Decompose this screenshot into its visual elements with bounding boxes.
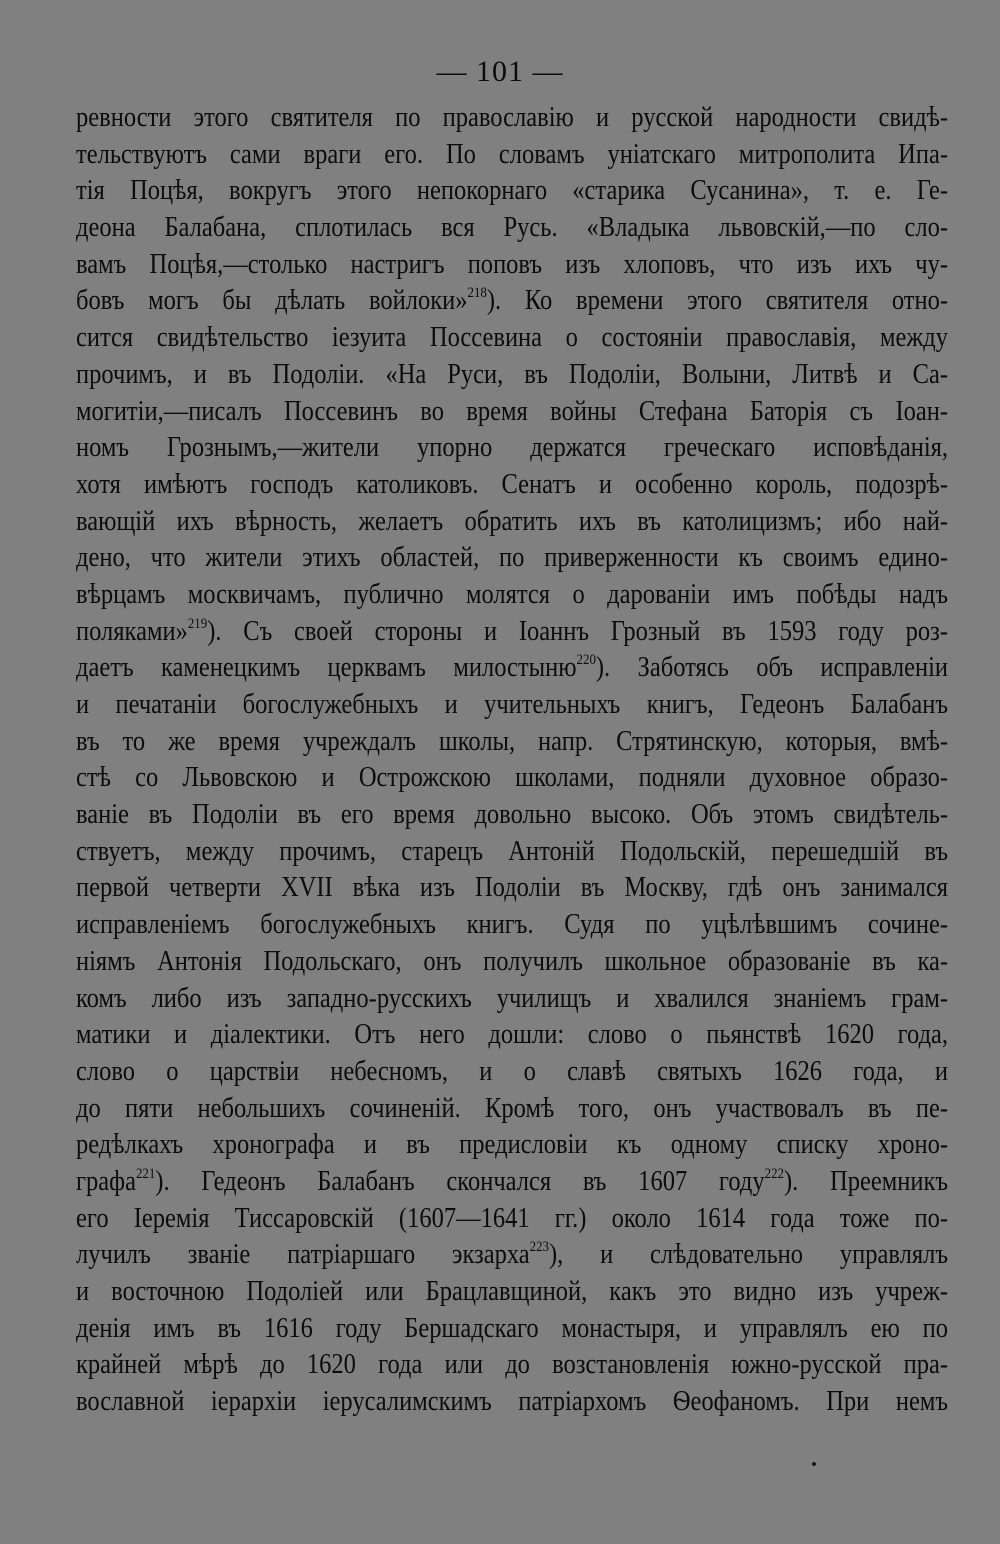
line-text: первой четверти XVII вѣка изъ Подоліи въ Москву, гдѣ онъ занимался (76, 872, 949, 904)
line-text: тельствуютъ сами враги его. По словамъ уніатскаго митрополита Ипа- (76, 138, 949, 170)
text-line (76, 1127, 948, 1164)
text-line (76, 834, 948, 871)
text-line (76, 577, 948, 614)
line-text: поляками» (76, 615, 188, 647)
text-line (76, 724, 948, 761)
text-line (76, 1274, 948, 1311)
text-line (76, 1347, 948, 1384)
line-text-continued: ). Заботясь объ исправленіи (595, 652, 949, 684)
text-line (76, 614, 948, 651)
line-text: деона Балабана, сплотилась вся Русь. «Владыка львовскій,—по сло- (76, 212, 949, 244)
line-text-continued: ), и слѣдовательно управлялъ (549, 1239, 949, 1271)
line-text: его Іеремія Тиссаровскій (1607—1641 гг.) около 1614 года тоже по- (76, 1202, 949, 1234)
text-line (76, 650, 948, 687)
line-text: ніямъ Антонія Подольскаго, онъ получилъ школьное образованіе въ ка- (76, 945, 949, 977)
line-text: редѣлкахъ хронографа и въ предисловіи къ одному списку хроно- (76, 1129, 949, 1161)
footnote-ref: 223 (529, 1239, 549, 1256)
text-line (76, 357, 948, 394)
line-text: лучилъ званіе патріаршаго экзарха (76, 1239, 530, 1271)
line-text: и восточною Подоліей или Брацлавщиной, какъ это видно изъ учреж- (76, 1276, 949, 1307)
line-text: матики и діалектики. Отъ него дошли: слово о пьянствѣ 1620 года, (76, 1019, 949, 1051)
text-line (76, 687, 948, 724)
line-text: и печатаніи богослужебныхъ и учительныхъ книгъ, Гедеонъ Балабанъ (76, 689, 949, 720)
text-line (76, 1054, 948, 1091)
text-line (76, 870, 948, 907)
line-text: до пяти небольшихъ сочиненій. Кромѣ того, онъ участвовалъ въ пе- (76, 1092, 949, 1124)
text-line (76, 1311, 948, 1348)
text-line (76, 797, 948, 834)
line-text: стѣ со Львовскою и Острожскою школами, подняли духовное образо- (76, 762, 949, 794)
line-text: прочимъ, и въ Подоліи. «На Руси, въ Подоліи, Волыни, Литвѣ и Са- (76, 358, 949, 390)
text-line (76, 100, 948, 137)
text-line (76, 467, 948, 504)
line-text: комъ либо изъ западно-русскихъ училищъ и хвалился знаніемъ грам- (76, 982, 949, 1014)
line-text: сится свидѣтельство іезуита Поссевина о состояніи православія, между (76, 322, 949, 354)
line-text: вославной іерархіи іерусалимскимъ патріархомъ Ѳеофаномъ. При немъ (76, 1386, 949, 1418)
text-line (76, 137, 948, 174)
text-line (76, 320, 948, 357)
footnote-ref: 221 (135, 1165, 156, 1182)
line-text: вамъ Поцѣя,—столько настригъ поповъ изъ хлоповъ, что изъ ихъ чу- (76, 248, 949, 280)
line-text: тія Поцѣя, вокругъ этого непокорнаго «старика Сусанина», т. е. Ге- (76, 175, 949, 207)
line-text-continued: ). Преемникъ (783, 1165, 949, 1197)
text-line (76, 504, 948, 541)
line-text: ствуетъ, между прочимъ, старецъ Антоній Подольскій, перешедшій въ (76, 835, 949, 867)
body-text (76, 100, 948, 1421)
print-speck (812, 1462, 816, 1466)
line-text: даетъ каменецкимъ церквамъ милостыню (76, 652, 577, 684)
text-line (76, 1384, 948, 1421)
line-text: вѣрцамъ москвичамъ, публично молятся о дарованіи имъ побѣды надъ (76, 578, 949, 610)
text-line (76, 1164, 948, 1201)
line-text: дено, что жители этихъ областей, по приверженности къ своимъ едино- (76, 542, 949, 574)
line-text: исправленіемъ богослужебныхъ книгъ. Судя по уцѣлѣвшимъ сочине- (76, 909, 949, 941)
line-text-continued: ). Ко времени этого святителя отно- (486, 285, 949, 317)
text-line (76, 173, 948, 210)
line-text: въ то же время учреждалъ школы, напр. Стрятинскую, которыя, вмѣ- (76, 725, 949, 757)
line-text: крайней мѣрѣ до 1620 года или до возстановленія южно-русской пра- (76, 1349, 949, 1381)
text-line (76, 981, 948, 1018)
page-number: — 101 — (436, 55, 564, 88)
line-text: бовъ могъ бы дѣлать войлоки» (76, 285, 468, 317)
text-line (76, 760, 948, 797)
text-line (76, 430, 948, 467)
footnote-ref: 222 (764, 1165, 784, 1182)
text-line (76, 1237, 948, 1274)
line-text: графа (76, 1165, 136, 1197)
text-line (76, 394, 948, 431)
line-text: слово о царствіи небесномъ, и о славѣ святыхъ 1626 года, и (76, 1055, 949, 1087)
text-line (76, 1091, 948, 1128)
text-line (76, 283, 948, 320)
line-text-continued: ). Съ своей стороны и Іоаннъ Грозный въ 1593 году роз- (207, 615, 949, 647)
line-text: вающій ихъ вѣрность, желаетъ обратить ихъ въ католицизмъ; ибо най- (76, 505, 949, 537)
footnote-ref: 220 (576, 652, 596, 669)
text-line (76, 1201, 948, 1238)
footnote-ref: 219 (187, 615, 208, 632)
text-line (76, 1017, 948, 1054)
line-text: денія имъ въ 1616 году Бершадскаго монастыря, и управлялъ ею по (76, 1312, 949, 1344)
text-line (76, 540, 948, 577)
text-line (76, 210, 948, 247)
footnote-ref: 218 (467, 285, 487, 302)
text-line (76, 907, 948, 944)
line-text: могитіи,—писалъ Поссевинъ во время войны Стефана Баторія съ Іоан- (76, 395, 949, 427)
line-text: хотя имѣютъ господъ католиковъ. Сенатъ и особенно король, подозрѣ- (76, 468, 949, 500)
line-text: ваніе въ Подоліи въ его время довольно высоко. Объ этомъ свидѣтель- (76, 799, 949, 831)
line-text-continued: ). Гедеонъ Балабанъ скончался въ 1607 году (155, 1165, 765, 1197)
text-line (76, 944, 948, 981)
line-text: номъ Грознымъ,—жители упорно держатся греческаго исповѣданія, (76, 432, 949, 464)
line-text: ревности этого святителя по православію и русской народности свидѣ- (76, 102, 949, 133)
text-line (76, 247, 948, 284)
